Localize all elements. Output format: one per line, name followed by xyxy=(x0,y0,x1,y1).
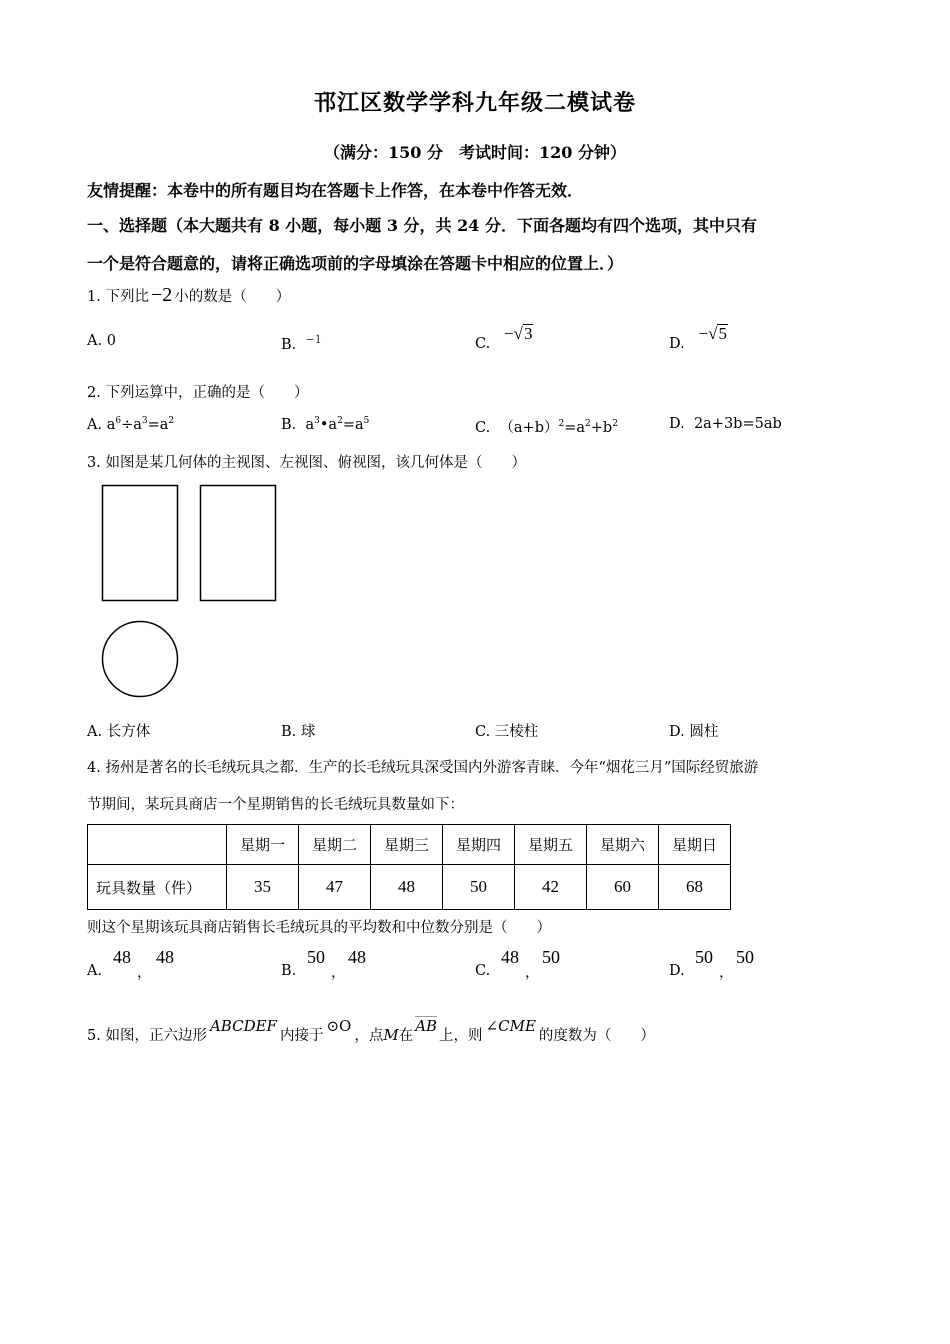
expr-part: =a xyxy=(342,416,364,433)
option-label: B. xyxy=(281,724,297,740)
table-cell: 60 xyxy=(587,865,659,910)
page-title: 邗江区数学学科九年级二模试卷 xyxy=(313,90,636,116)
q1-d-value: −√5 xyxy=(698,324,727,343)
stem-text: ，点 xyxy=(354,1028,384,1044)
expr-part: •a xyxy=(319,416,338,433)
answer-value: 50 xyxy=(695,947,713,967)
option-label: D. xyxy=(669,336,685,352)
table-cell: 48 xyxy=(371,865,443,910)
option-label: C. xyxy=(475,963,491,979)
comma: ， xyxy=(525,965,540,981)
option-label: C. xyxy=(475,420,491,436)
q1-option-b xyxy=(281,333,322,353)
table-cell: 47 xyxy=(299,865,371,910)
q3-d-value: 圆柱 xyxy=(689,724,719,740)
stem-text: 在 xyxy=(398,1028,414,1044)
answer-value: 50 xyxy=(736,947,754,967)
three-view-figure xyxy=(95,478,290,703)
table-cell: 35 xyxy=(227,865,299,910)
answer-value: 48 xyxy=(501,947,519,967)
stem-text: 内接于 xyxy=(279,1028,324,1044)
q3-option-a xyxy=(87,720,150,741)
comma: ， xyxy=(719,965,734,981)
stem-text: 上，则 xyxy=(439,1028,483,1044)
q2-option-d xyxy=(669,416,782,432)
radicand: 5 xyxy=(718,324,727,343)
option-label: D. xyxy=(669,416,685,432)
table-header-row xyxy=(88,825,731,865)
expr-part: =a xyxy=(564,420,586,436)
side-view-rectangle xyxy=(201,486,276,601)
q2-stem: 2. 下列运算中，正确的是（ ） xyxy=(87,385,309,401)
expr-part: ÷a xyxy=(121,416,142,433)
q4-stem-line1: 4. 扬州是著名的长毛绒玩具之都．生产的长毛绒玩具深受国内外游客青睐．今年“烟花三月”国际经贸旅游 xyxy=(87,760,759,776)
option-label: A. xyxy=(87,724,103,740)
table-cell: 68 xyxy=(659,865,731,910)
front-view-rectangle xyxy=(103,486,178,601)
answer-value: 48 xyxy=(113,947,131,967)
option-label: A. xyxy=(87,333,103,349)
comma: ， xyxy=(137,965,152,981)
hexagon-label: ABCDEF xyxy=(209,1017,277,1035)
option-label: D. xyxy=(669,963,685,979)
q1-stem-suffix: 小的数是（ ） xyxy=(174,289,291,305)
answer-value: 48 xyxy=(348,947,366,967)
exponent: 3 xyxy=(314,416,320,426)
q3-option-c xyxy=(475,720,538,741)
q4-stem-line2: 节期间，某玩具商店一个星期销售的长毛绒玩具数量如下： xyxy=(87,797,464,813)
q2-option-a xyxy=(87,416,174,433)
table-header-cell: 星期一 xyxy=(227,825,299,865)
table-header-cell: 星期日 xyxy=(659,825,731,865)
answer-value: 50 xyxy=(307,947,325,967)
q2-d-value: 2a+3b=5ab xyxy=(693,416,782,432)
option-label: A. xyxy=(87,416,103,433)
option-label: B. xyxy=(281,337,297,353)
q3-option-b xyxy=(281,720,315,741)
q1-option-c xyxy=(475,324,533,353)
q1-option-a xyxy=(87,333,116,349)
q3-option-d xyxy=(669,720,718,741)
q1-stem-math: −2 xyxy=(150,284,173,306)
q1-stem xyxy=(87,284,290,307)
exponent: 2 xyxy=(612,419,618,430)
answer-value: 48 xyxy=(156,947,174,967)
table-header-cell: 星期二 xyxy=(299,825,371,865)
q3-c-value: 三棱柱 xyxy=(494,724,539,740)
table-row-label: 玩具数量（件） xyxy=(88,865,227,910)
top-view-circle xyxy=(103,622,178,697)
expr-part: +b xyxy=(590,420,613,436)
expr-part: （a+b） xyxy=(499,420,559,436)
table-header-cell: 星期四 xyxy=(443,825,515,865)
reminder: 友情提醒：本卷中的所有题目均在答题卡上作答，在本卷中作答无效． xyxy=(87,181,584,200)
table-header-cell: 星期五 xyxy=(515,825,587,865)
table-header-cell: 星期三 xyxy=(371,825,443,865)
point-label: M xyxy=(383,1026,399,1044)
angle-label: ∠CME xyxy=(485,1017,536,1035)
q1-c-value: −√3 xyxy=(504,324,533,343)
exam-info: （满分：150 分 考试时间：120 分钟） xyxy=(324,143,626,162)
q1-b-value: −1 xyxy=(305,333,322,346)
answer-value: 50 xyxy=(542,947,560,967)
q4-question: 则这个星期该玩具商店销售长毛绒玩具的平均数和中位数分别是（ ） xyxy=(87,920,551,936)
exponent: 6 xyxy=(115,416,122,426)
exponent: 2 xyxy=(337,416,343,426)
expr-part: a xyxy=(305,416,315,433)
table-header-cell xyxy=(88,825,227,865)
option-label: A. xyxy=(87,963,103,979)
q3-a-value: 长方体 xyxy=(106,724,151,740)
table-cell: 50 xyxy=(443,865,515,910)
section-heading-line2: 一个是符合题意的，请将正确选项前的字母填涂在答题卡中相应的位置上．） xyxy=(87,254,624,273)
q1-option-d xyxy=(669,324,728,353)
q2-option-b xyxy=(281,416,369,433)
exponent: 2 xyxy=(168,416,175,426)
exponent: 3 xyxy=(141,416,148,426)
exponent: 5 xyxy=(363,416,370,426)
table-cell: 42 xyxy=(515,865,587,910)
radicand: 3 xyxy=(523,324,533,343)
table-row xyxy=(88,865,731,910)
circle-label: ⊙O xyxy=(326,1017,352,1035)
exponent: 2 xyxy=(585,419,591,430)
option-label: D. xyxy=(669,724,685,740)
q1-a-value: 0 xyxy=(106,333,116,349)
minus-sign: − xyxy=(698,324,709,343)
stem-text: 的度数为（ ） xyxy=(538,1028,655,1044)
option-label: C. xyxy=(475,336,491,352)
q1-stem-prefix: 1. 下列比 xyxy=(87,289,149,305)
option-label: C. xyxy=(475,724,491,740)
stem-text: 5. 如图，正六边形 xyxy=(87,1028,207,1044)
option-label: B. xyxy=(281,416,297,433)
q2-option-c xyxy=(475,416,618,437)
expr-part: a xyxy=(106,416,116,433)
section-heading-line1: 一、选择题（本大题共有 8 小题，每小题 3 分，共 24 分．下面各题均有四个选项，其中只有 xyxy=(87,216,757,235)
sales-table xyxy=(87,824,731,910)
q3-b-value: 球 xyxy=(300,724,316,740)
q5-stem xyxy=(87,1017,655,1045)
comma: ， xyxy=(331,965,346,981)
q3-stem: 3. 如图是某几何体的主视图、左视图、俯视图，该几何体是（ ） xyxy=(87,455,526,471)
expr-part: =a xyxy=(147,416,169,433)
table-header-cell: 星期六 xyxy=(587,825,659,865)
exponent: 2 xyxy=(558,419,565,430)
option-label: B. xyxy=(281,963,297,979)
arc-label: AB xyxy=(415,1017,438,1035)
minus-sign: − xyxy=(504,324,514,343)
